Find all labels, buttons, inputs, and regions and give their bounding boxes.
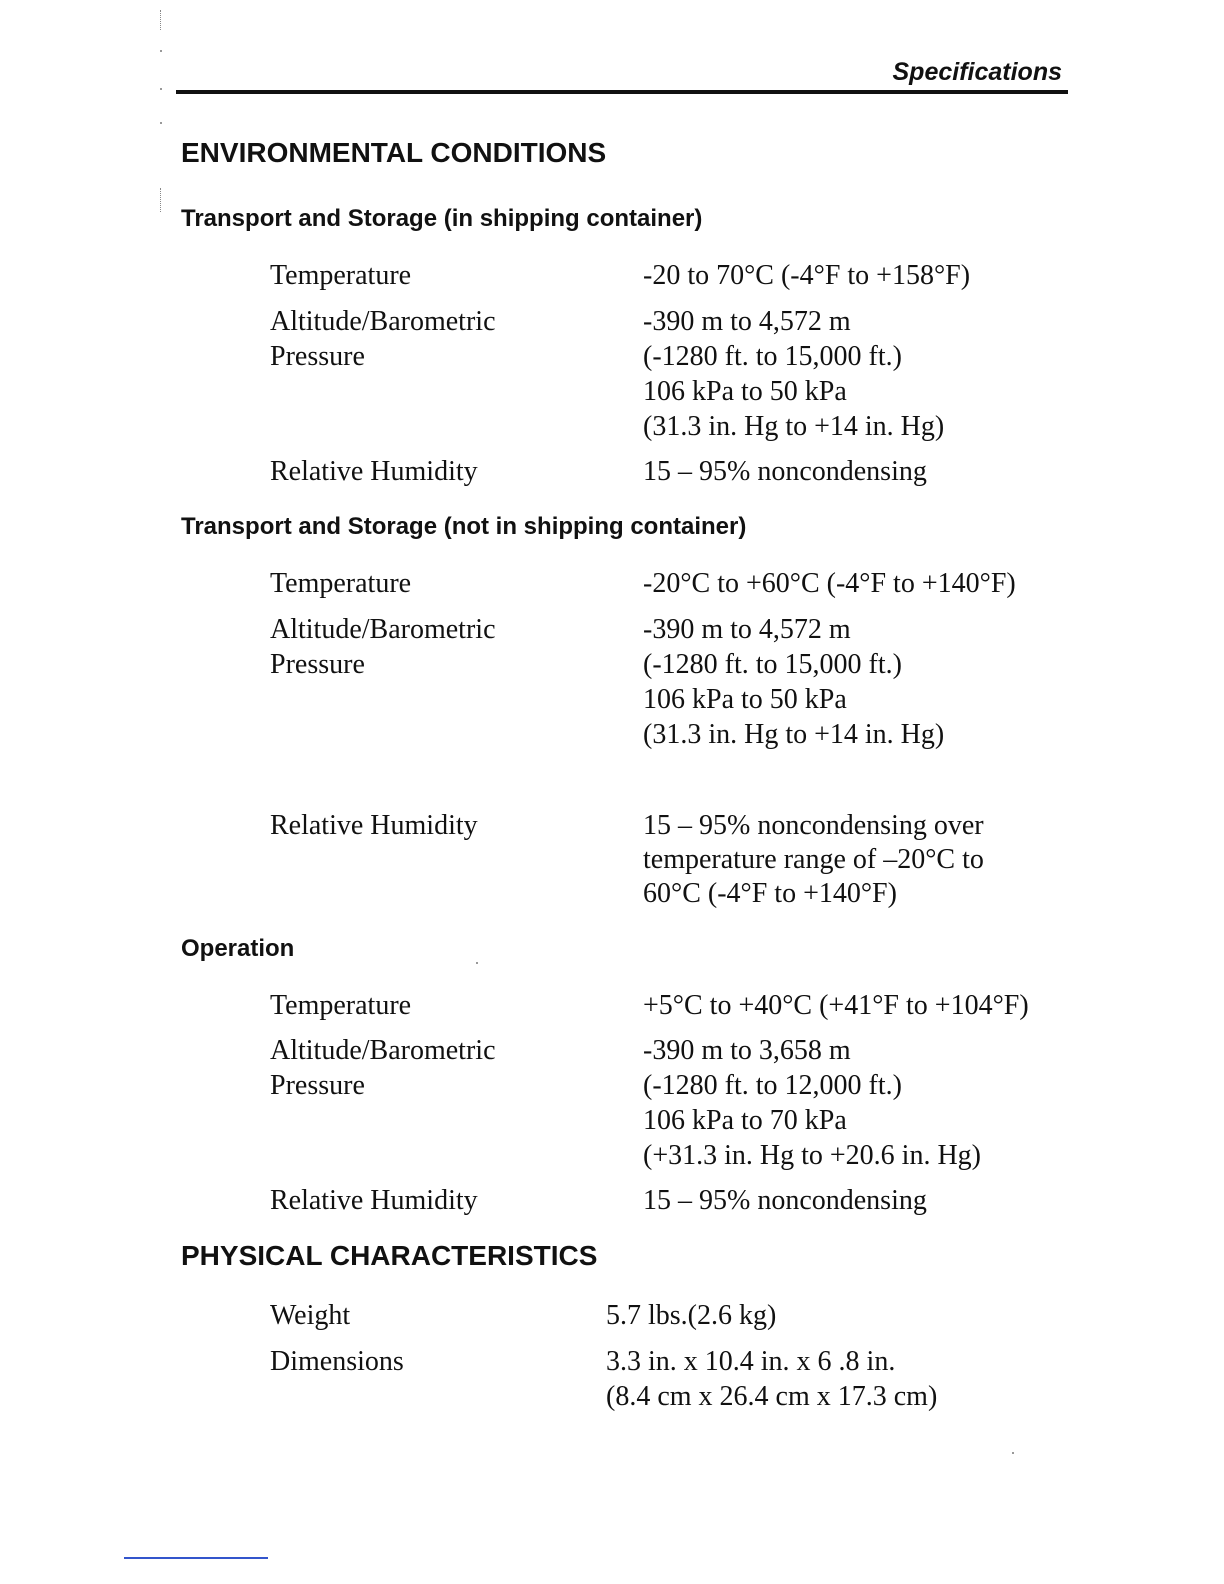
temperature-value: -20 to 70°C (-4°F to +158°F) — [643, 260, 971, 291]
scan-speck — [160, 88, 162, 90]
subsection-title: Transport and Storage (not in shipping container) — [181, 513, 747, 540]
scan-speck — [160, 122, 162, 124]
scan-speck — [476, 962, 478, 964]
pressure-value: (31.3 in. Hg to +14 in. Hg) — [643, 719, 945, 750]
scan-speck — [1012, 1452, 1014, 1454]
altitude-value: (-1280 ft. to 15,000 ft.) — [643, 341, 902, 372]
section-title-environmental: ENVIRONMENTAL CONDITIONS — [181, 137, 607, 168]
pressure-value: (31.3 in. Hg to +14 in. Hg) — [643, 411, 945, 442]
weight-value: 5.7 lbs.(2.6 kg) — [606, 1300, 777, 1331]
pressure-value: 106 kPa to 50 kPa — [643, 684, 847, 715]
weight-label: Weight — [270, 1300, 351, 1331]
footer-rule — [124, 1557, 268, 1559]
temperature-label: Temperature — [270, 568, 412, 599]
altitude-value: -390 m to 4,572 m — [643, 614, 851, 645]
altitude-value: -390 m to 3,658 m — [643, 1035, 851, 1066]
temperature-label: Temperature — [270, 990, 412, 1021]
temperature-value: +5°C to +40°C (+41°F to +104°F) — [643, 990, 1029, 1021]
scan-speck — [160, 50, 162, 52]
humidity-label: Relative Humidity — [270, 1185, 478, 1216]
scan-artifact-dots-mid — [160, 188, 162, 212]
dimensions-label: Dimensions — [270, 1346, 404, 1377]
humidity-label: Relative Humidity — [270, 810, 478, 841]
altitude-label-cont: Pressure — [270, 341, 365, 372]
altitude-value: -390 m to 4,572 m — [643, 306, 851, 337]
altitude-label: Altitude/Barometric — [270, 1035, 496, 1066]
humidity-label: Relative Humidity — [270, 456, 478, 487]
altitude-label: Altitude/Barometric — [270, 614, 496, 645]
altitude-label-cont: Pressure — [270, 649, 365, 680]
humidity-value: 15 – 95% noncondensing — [643, 1185, 927, 1216]
scan-artifact-dots-top — [160, 10, 162, 30]
humidity-value: 15 – 95% noncondensing — [643, 456, 927, 487]
subsection-title: Operation — [181, 935, 295, 962]
header-rule — [176, 90, 1068, 94]
altitude-label-cont: Pressure — [270, 1070, 365, 1101]
subsection-title: Transport and Storage (in shipping container) — [181, 205, 703, 232]
humidity-value: temperature range of –20°C to — [643, 844, 984, 875]
pressure-value: 106 kPa to 70 kPa — [643, 1105, 847, 1136]
dimensions-value-metric: (8.4 cm x 26.4 cm x 17.3 cm) — [606, 1381, 938, 1412]
altitude-value: (-1280 ft. to 15,000 ft.) — [643, 649, 902, 680]
altitude-label: Altitude/Barometric — [270, 306, 496, 337]
temperature-label: Temperature — [270, 260, 412, 291]
temperature-value: -20°C to +60°C (-4°F to +140°F) — [643, 568, 1016, 599]
section-title-physical: PHYSICAL CHARACTERISTICS — [181, 1240, 598, 1271]
altitude-value: (-1280 ft. to 12,000 ft.) — [643, 1070, 902, 1101]
page-header-title: Specifications — [892, 58, 1062, 86]
pressure-value: (+31.3 in. Hg to +20.6 in. Hg) — [643, 1140, 982, 1171]
humidity-value: 60°C (-4°F to +140°F) — [643, 878, 897, 909]
dimensions-value: 3.3 in. x 10.4 in. x 6 .8 in. — [606, 1346, 896, 1377]
pressure-value: 106 kPa to 50 kPa — [643, 376, 847, 407]
humidity-value: 15 – 95% noncondensing over — [643, 810, 984, 841]
